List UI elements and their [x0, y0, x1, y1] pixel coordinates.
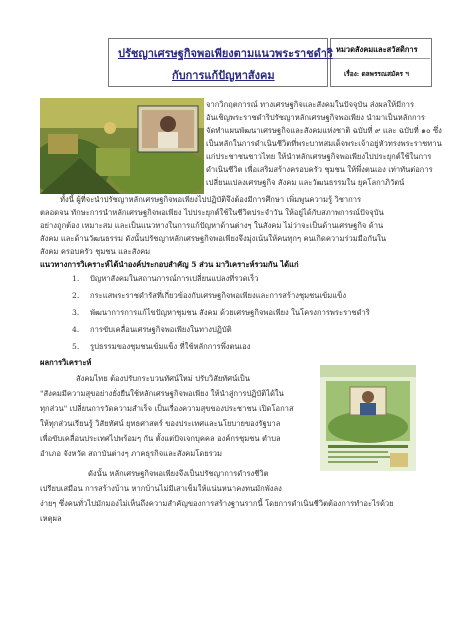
list-text: รูปธรรมของชุมชนเข้มแข็ง ที่ใช้หลักการพึ่งตนเอง — [90, 342, 251, 351]
list-text: ปัญหาสังคมในสถานการณ์การเปลี่ยนแปลงที่รวดเร็ว — [90, 274, 259, 283]
list-number: 2. — [72, 291, 80, 300]
list-number: 5. — [72, 342, 80, 351]
intro-line: ดำเนินชีวิต เพื่อเสริมสร้างครอบครัว ชุมชน ให้พึ่งตนเอง เท่าทันต่อการ — [206, 165, 433, 174]
intro-line: แก่ประชาชนชาวไทย ให้นำหลักเศรษฐกิจพอเพียงไปประยุกต์ใช้ในการ — [206, 152, 432, 161]
analysis-line: เพื่อขับเคลื่อนประเทศไปพร้อมๆ กัน ตั้งแต่ปัจเจกบุคคล องค์กรชุมชน ตำบล — [40, 434, 281, 443]
author-label: เรื่อง: ดลพรรณสมัคร ฯ — [344, 70, 409, 78]
closing-line: เปรียบเสมือน การสร้างบ้าน หากบ้านไม่มีเสาเข็มให้แน่นหนาคงทนมักพังลง — [40, 484, 282, 493]
analysis-line: ทุกส่วน" เปลี่ยนการวัดความสำเร็จ เป็นเรื่องความสุขของประชาชน เปิดโอกาส — [40, 404, 294, 413]
analysis-line: สังคมไทย ต้องปรับกระบวนทัศน์ใหม่ ปรับวิสัยทัศน์เป็น — [76, 374, 250, 383]
page-title-line2: กับการแก้ปัญหาสังคม — [172, 69, 275, 82]
list-text: การขับเคลื่อนเศรษฐกิจพอเพียงในทางปฏิบัติ — [90, 325, 232, 334]
intro-line: เป็นหลักในการดำเนินชีวิตที่พระบาทสมเด็จพระเจ้าอยู่หัวทรงพระราชทาน — [206, 139, 442, 148]
body-line: ทั้งนี้ ผู้ที่จะนำปรัชญาหลักเศรษฐกิจพอเพียงไปปฏิบัติจึงต้องมีการศึกษา เพิ่มพูนความรู้ วิชาการ — [60, 195, 362, 204]
body-line: สังคม ครอบครัว ชุมชน และสังคม — [40, 247, 151, 256]
page-title-line1: ปรัชญาเศรษฐกิจพอเพียงตามแนวพระราชดำริ — [118, 47, 333, 60]
body-line: ตลอดจน ทักษะการนำหลักเศรษฐกิจพอเพียง ไปประยุกต์ใช้ในชีวิตประจำวัน ให้อยู่ได้กับสภาพการณ์ปัจจุบัน — [40, 208, 384, 217]
intro-line: อันเชิญพระราชดำริปรัชญาหลักเศรษฐกิจพอเพียง นำมาเป็นหลักการ — [206, 113, 425, 122]
section-heading: แนวทางการวิเคราะห์ได้นำองค์ประกอบสำคัญ 5 ส่วน มาวิเคราะห์รวมกัน ได้แก่ — [40, 260, 299, 269]
closing-line: เหตุผล — [40, 514, 62, 523]
list-number: 4. — [72, 325, 80, 334]
intro-line: จัดทำแผนพัฒนาเศรษฐกิจและสังคมแห่งชาติ ฉบับที่ ๙ และ ฉบับที่ ๑๐ ซึ่ง — [206, 126, 442, 135]
intro-line: เปลี่ยนแปลงเศรษฐกิจ สังคม และวัฒนธรรมใน ยุคโลกาภิวัตน์ — [206, 178, 405, 187]
category-label: หมวดสังคมและสวัสดิการ — [336, 45, 418, 54]
analysis-line: ให้ทุกส่วนเรียนรู้ วิสัยทัศน์ ยุทธศาสตร์ ของประเทศและนโยบายของรัฐบาล — [40, 419, 281, 428]
analysis-line: อำเภอ จังหวัด สถาบันต่างๆ ภาคธุรกิจและสังคมโดยรวม — [40, 449, 223, 458]
list-number: 1. — [72, 274, 80, 283]
list-number: 3. — [72, 308, 80, 317]
frame-divider — [330, 58, 430, 59]
list-text: พัฒนาการการแก้ไขปัญหาชุมชน สังคม ด้วยเศรษฐกิจพอเพียง ในโครงการพระราชดำริ — [90, 308, 370, 317]
list-text: กระแสพระราชดำรัสที่เกี่ยวข้องกับเศรษฐกิจพอเพียงและการสร้างชุมชนเข้มแข็ง — [90, 291, 347, 300]
closing-line: ง่ายๆ ซึ่งคนทั่วไปมักมองไม่เห็นถึงความสำคัญของการสร้างฐานรากนี้ โดยการดำเนินชีวิตต้องการทำอะไรด้วย — [40, 499, 394, 508]
analysis-line: "สังคมมีความสุขอย่างยั่งยืนใช้หลักเศรษฐกิจพอเพียง ให้นำสู่การปฏิบัติได้ใน — [40, 389, 284, 398]
poster-image — [320, 365, 416, 471]
body-line: สังคม และด้านวัฒนธรรม ดังนั้นปรัชญาหลักเศรษฐกิจพอเพียงจึงมุ่งเน้นให้คนทุกๆ คนเกิดความร่วมมือกันใน — [40, 234, 387, 243]
intro-line: จากวิกฤตการณ์ ทางเศรษฐกิจและสังคมในปัจจุบัน ส่งผลให้มีการ — [206, 100, 415, 109]
closing-line: ดังนั้น หลักเศรษฐกิจพอเพียงจึงเป็นปรัชญาการดำรงชีวิต — [88, 469, 269, 478]
section-heading-analysis: ผลการวิเคราะห์ — [40, 358, 92, 367]
photo-collage — [40, 98, 204, 194]
body-line: อย่างถูกต้อง เหมาะสม และเป็นแนวทางในการแก้ปัญหาด้านต่างๆ ในสังคม ไม่ว่าจะเป็นด้านเศรษฐกิจ ด้าน — [40, 221, 384, 230]
